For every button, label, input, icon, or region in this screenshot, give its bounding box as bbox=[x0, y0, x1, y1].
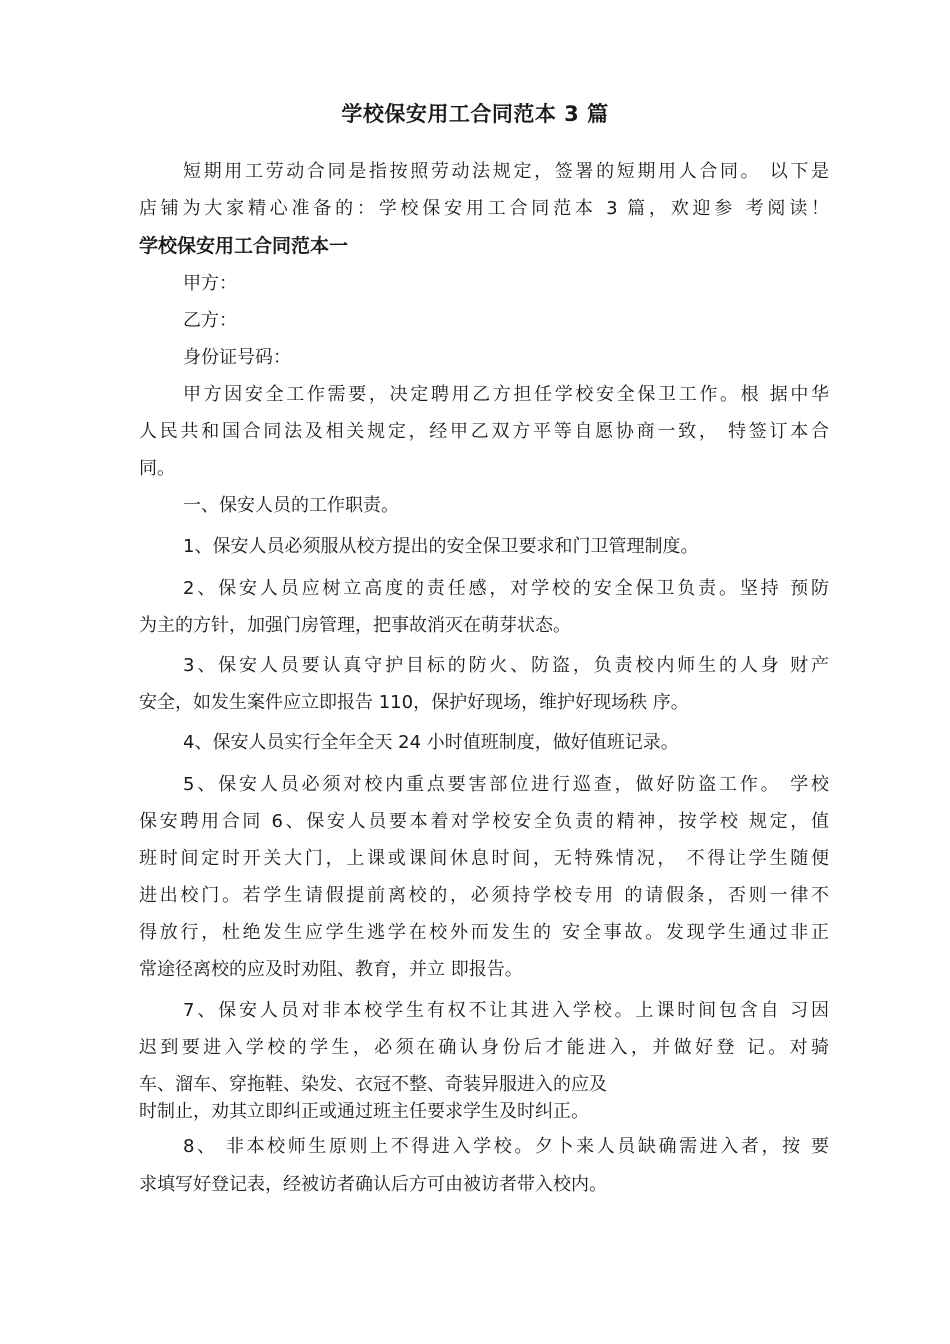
item-7-line-1: 7、保安人员对非本校学生有权不让其进入学校。上课时间包含自 习因 bbox=[183, 1000, 829, 1021]
item-1-line-1: 1、保安人员必须服从校方提出的安全保卫要求和门卫管理制度。 bbox=[183, 536, 699, 557]
party-a-field: 甲方： bbox=[183, 273, 237, 294]
party-b-field: 乙方： bbox=[183, 310, 237, 331]
item-2-line-1: 2、保安人员应树立高度的责任感，对学校的安全保卫负责。坚持 预防 bbox=[183, 578, 829, 599]
document-title: 学校保安用工合同范本 3 篇 bbox=[341, 102, 609, 126]
intro-line-2: 店铺为大家精心准备的：学校保安用工合同范本 3 篇，欢迎参 考阅读！ bbox=[139, 198, 829, 219]
item-3-line-1: 3、保安人员要认真守护目标的防火、防盗，负责校内师生的人身 财产 bbox=[183, 655, 829, 676]
item-8-line-2: 求填写好登记表，经被访者确认后方可由被访者带入校内。 bbox=[139, 1174, 607, 1195]
item-7-line-2: 迟到要进入学校的学生，必须在确认身份后才能进入，并做好登 记。对骑 bbox=[139, 1037, 829, 1058]
item-4-line-1: 4、保安人员实行全年全天 24 小时值班制度，做好值班记录。 bbox=[183, 732, 679, 753]
item-5-line-6: 常途径离校的应及时劝阻、教育，并立 即报告。 bbox=[139, 959, 523, 980]
item-7-line-4: 时制止，劝其立即纠正或通过班主任要求学生及时纠正。 bbox=[139, 1101, 589, 1122]
preamble-line-1: 甲方因安全工作需要，决定聘用乙方担任学校安全保卫工作。根 据中华 bbox=[183, 384, 829, 405]
item-3-line-2: 安全，如发生案件应立即报告 110，保护好现场，维护好现场秩 序。 bbox=[139, 692, 689, 713]
item-7-line-3: 车、溜车、穿拖鞋、染发、衣冠不整、奇装异服进入的应及 bbox=[139, 1074, 607, 1095]
item-2-line-2: 为主的方针，加强门房管理，把事故消灭在萌芽状态。 bbox=[139, 615, 571, 636]
id-number-field: 身份证号码： bbox=[183, 347, 291, 368]
preamble-line-3: 同。 bbox=[139, 458, 175, 479]
item-5-line-2: 保安聘用合同 6、保安人员要本着对学校安全负责的精神，按学校 规定，值 bbox=[139, 811, 829, 832]
item-5-line-1: 5、保安人员必须对校内重点要害部位进行巡查，做好防盗工作。 学校 bbox=[183, 774, 829, 795]
intro-line-1: 短期用工劳动合同是指按照劳动法规定，签署的短期用人合同。 以下是 bbox=[183, 161, 829, 182]
item-5-line-5: 得放行，杜绝发生应学生逃学在校外而发生的 安全事故。发现学生通过非正 bbox=[139, 922, 829, 943]
item-5-line-4: 进出校门。若学生请假提前离校的，必须持学校专用 的请假条，否则一律不 bbox=[139, 885, 829, 906]
section-heading: 学校保安用工合同范本一 bbox=[139, 235, 349, 257]
clause-heading: 一、保安人员的工作职责。 bbox=[183, 495, 399, 516]
item-5-line-3: 班时间定时开关大门，上课或课间休息时间，无特殊情况， 不得让学生随便 bbox=[139, 848, 829, 869]
item-8-line-1: 8、 非本校师生原则上不得进入学校。夕卜来人员缺确需进入者，按 要 bbox=[183, 1136, 829, 1157]
preamble-line-2: 人民共和国合同法及相关规定，经甲乙双方平等自愿协商一致， 特签订本合 bbox=[139, 421, 829, 442]
